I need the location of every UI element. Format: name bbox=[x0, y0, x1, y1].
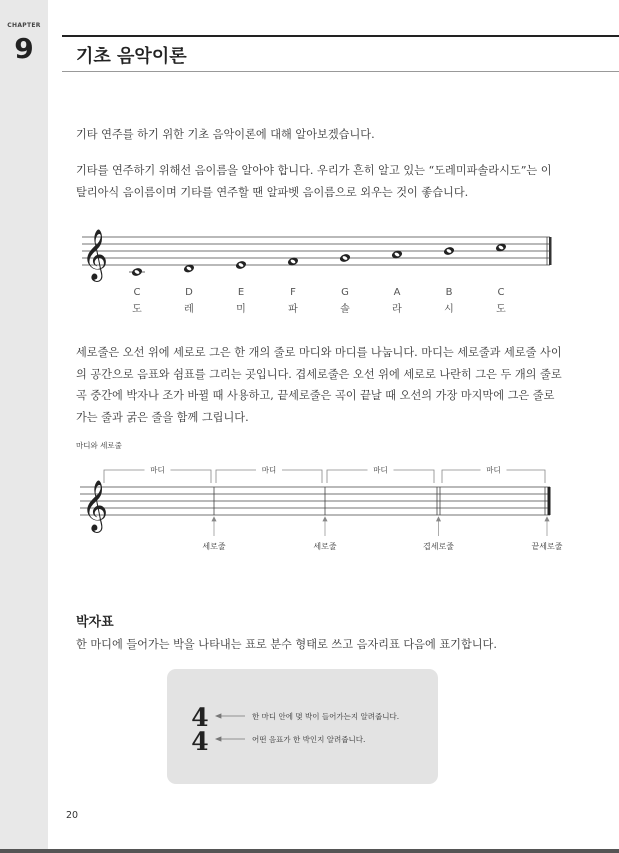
barline-paragraph: 세로줄은 오선 위에 세로로 그은 한 개의 줄로 마디와 마디를 나눕니다. 마디는 세로줄과 세로줄 사이의 공간으로 음표와 쉼표를 그리는 곳입니다. 겹세로줄은 오선 위에 세로로 나란히 그은 두 개의 줄로 곡 중간에 박자나 조가 바뀔 때 사용하고, 끝세로줄은 곡이 끝날 때 오선의 가장 마지막에 그은 줄로 가는 줄과 굵은 줄을 함께 그립니다. bbox=[76, 346, 562, 424]
note-solfege: 솔 bbox=[340, 304, 350, 315]
staff-lines bbox=[82, 237, 550, 265]
chapter-number: 9 bbox=[14, 32, 34, 65]
note-letter: E bbox=[237, 287, 245, 298]
time-signature-figure bbox=[190, 703, 250, 758]
page-title: 기초 음악이론 bbox=[76, 46, 187, 67]
measure-figure-label: 마디와 세로줄 bbox=[76, 441, 122, 450]
barline-pointer bbox=[545, 517, 549, 536]
notehead-e bbox=[235, 260, 247, 270]
barline-pointer bbox=[323, 517, 327, 536]
time-signature-top: 4 bbox=[191, 703, 209, 732]
measure-label: 마디 bbox=[150, 465, 165, 475]
page-bottom-bar bbox=[0, 849, 619, 853]
barline-label: 겹세로줄 bbox=[423, 542, 454, 551]
note-solfege: 시 bbox=[444, 304, 454, 315]
time-signature-bottom: 4 bbox=[191, 727, 209, 756]
note-solfege: 라 bbox=[392, 304, 402, 315]
time-signature-bottom-note: 어떤 음표가 한 박인지 알려줍니다. bbox=[252, 735, 366, 744]
notehead-b bbox=[443, 246, 455, 256]
time-signature-heading: 박자표 bbox=[76, 615, 114, 630]
note-solfege: 미 bbox=[236, 304, 246, 315]
bottom-arrow-head bbox=[216, 737, 221, 741]
noteheads bbox=[131, 242, 507, 277]
staff-lines bbox=[80, 487, 550, 515]
note-letter: C bbox=[497, 287, 505, 298]
measure-staff bbox=[76, 458, 576, 558]
time-signature-description: 한 마디에 들어가는 박을 나타내는 표로 분수 형태로 쓰고 음자리표 다음에 표기합니다. bbox=[76, 638, 497, 651]
chapter-sidebar bbox=[0, 0, 48, 853]
treble-clef-icon: 𝄞 bbox=[82, 229, 109, 280]
note-names-staff bbox=[76, 223, 556, 323]
barline-label: 끝세로줄 bbox=[531, 542, 563, 551]
note-letter: C bbox=[133, 287, 141, 298]
notehead-c bbox=[131, 267, 143, 277]
barline-pointer bbox=[212, 517, 216, 536]
note-solfege: 레 bbox=[184, 304, 194, 315]
measure-label: 마디 bbox=[261, 465, 277, 475]
note-solfege: 도 bbox=[496, 304, 506, 315]
note-letter: F bbox=[290, 287, 296, 298]
note-letter: A bbox=[393, 287, 401, 298]
treble-clef-icon: 𝄞 bbox=[82, 480, 109, 531]
title-bottom-rule bbox=[62, 71, 619, 72]
top-arrow-head bbox=[216, 714, 221, 718]
note-letter: B bbox=[445, 287, 453, 298]
measure-label: 마디 bbox=[486, 465, 501, 475]
barline-final-thick bbox=[548, 487, 551, 515]
note-solfege: 파 bbox=[288, 304, 298, 315]
measure-label: 마디 bbox=[373, 465, 388, 475]
notehead-g bbox=[339, 253, 351, 263]
barline-label: 세로줄 bbox=[313, 542, 337, 551]
barline-label: 세로줄 bbox=[202, 542, 226, 551]
chapter-label: CHAPTER bbox=[7, 22, 41, 29]
page-number: 20 bbox=[66, 810, 79, 821]
title-top-rule bbox=[62, 35, 619, 37]
time-signature-top-note: 한 마디 안에 몇 박이 들어가는지 알려줍니다. bbox=[252, 712, 400, 721]
note-letter: D bbox=[185, 287, 193, 298]
intro-paragraph: 기타 연주를 하기 위한 기초 음악이론에 대해 알아보겠습니다. bbox=[76, 128, 375, 141]
note-names-paragraph: 기타를 연주하기 위해선 음이름을 알아야 합니다. 우리가 흔히 알고 있는 “도레미파솔라시도”는 이탈리아식 음이름이며 기타를 연주할 땐 알파벳 음이름으로 외우는 것이 좋습니다. bbox=[76, 164, 552, 199]
final-barline-thick bbox=[549, 237, 552, 265]
note-solfege: 도 bbox=[132, 304, 142, 315]
barline-pointer bbox=[437, 517, 441, 536]
note-letter: G bbox=[341, 287, 349, 298]
